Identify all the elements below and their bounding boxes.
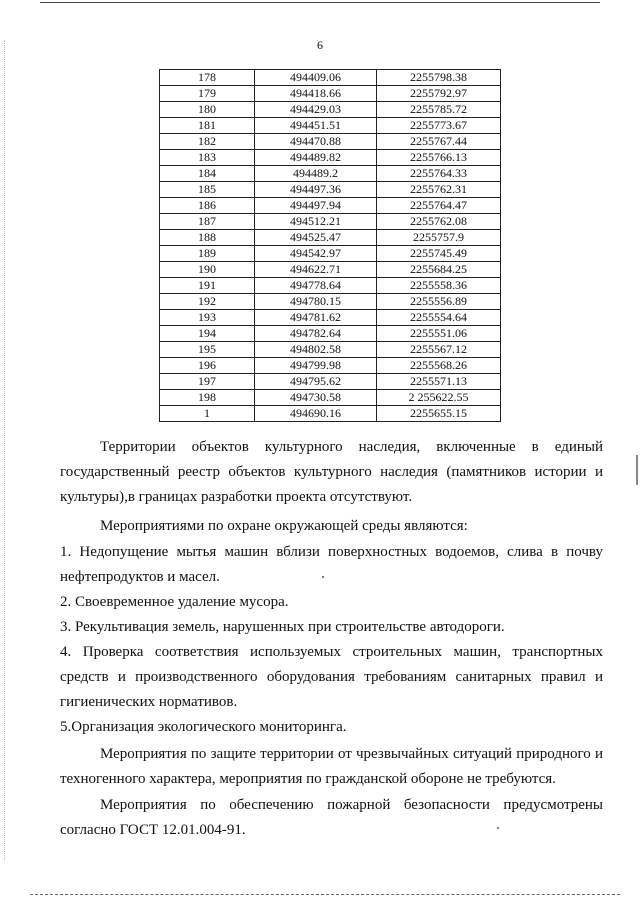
scan-edge-bottom	[30, 894, 620, 895]
y-coordinate-cell: 2255558.36	[377, 278, 501, 294]
x-coordinate-cell: 494799.98	[255, 358, 377, 374]
point-number-cell: 196	[160, 358, 255, 374]
x-coordinate-cell: 494778.64	[255, 278, 377, 294]
point-number-cell: 185	[160, 182, 255, 198]
point-number-cell: 189	[160, 246, 255, 262]
table-row	[160, 374, 501, 390]
point-number-cell: 193	[160, 310, 255, 326]
x-coordinate-cell: 494489.82	[255, 150, 377, 166]
coordinates-table	[159, 69, 501, 422]
table-row	[160, 198, 501, 214]
scan-edge-left	[4, 40, 5, 860]
x-coordinate-cell: 494409.06	[255, 70, 377, 86]
y-coordinate-cell: 2255556.89	[377, 294, 501, 310]
x-coordinate-cell: 494429.03	[255, 102, 377, 118]
table-row	[160, 262, 501, 278]
y-coordinate-cell: 2255684.25	[377, 262, 501, 278]
y-coordinate-cell: 2255568.26	[377, 358, 501, 374]
environment-item-5: 5.Организация экологического мониторинга.	[60, 719, 347, 735]
point-number-cell: 180	[160, 102, 255, 118]
y-coordinate-cell: 2255571.13	[377, 374, 501, 390]
environment-item-4: 4. Проверка соответствия используемых строительных машин, транспортных средств и производственного оборудования требованиям санитарных правил и гигиенических нормативов.	[60, 644, 603, 710]
point-number-cell: 191	[160, 278, 255, 294]
table-row	[160, 390, 501, 406]
table-row	[160, 310, 501, 326]
environment-item-1: 1. Недопущение мытья машин вблизи поверхностных водоемов, слива в почву нефтепродуктов и масел.	[60, 544, 603, 585]
point-number-cell: 182	[160, 134, 255, 150]
y-coordinate-cell: 2255745.49	[377, 246, 501, 262]
table-row	[160, 102, 501, 118]
point-number-cell: 179	[160, 86, 255, 102]
y-coordinate-cell: 2255767.44	[377, 134, 501, 150]
y-coordinate-cell: 2255762.31	[377, 182, 501, 198]
point-number-cell: 197	[160, 374, 255, 390]
x-coordinate-cell: 494489.2	[255, 166, 377, 182]
environment-item-2: 2. Своевременное удаление мусора.	[60, 594, 289, 610]
table-row	[160, 230, 501, 246]
coordinates-table-body	[160, 70, 501, 422]
y-coordinate-cell: 2 255622.55	[377, 390, 501, 406]
x-coordinate-cell: 494418.66	[255, 86, 377, 102]
table-row	[160, 182, 501, 198]
x-coordinate-cell: 494802.58	[255, 342, 377, 358]
y-coordinate-cell: 2255567.12	[377, 342, 501, 358]
y-coordinate-cell: 2255773.67	[377, 118, 501, 134]
y-coordinate-cell: 2255762.08	[377, 214, 501, 230]
x-coordinate-cell: 494781.62	[255, 310, 377, 326]
table-row	[160, 166, 501, 182]
x-coordinate-cell: 494690.16	[255, 406, 377, 422]
x-coordinate-cell: 494512.21	[255, 214, 377, 230]
x-coordinate-cell: 494497.36	[255, 182, 377, 198]
table-row	[160, 278, 501, 294]
scan-edge-top	[40, 2, 600, 3]
point-number-cell: 190	[160, 262, 255, 278]
table-row	[160, 214, 501, 230]
y-coordinate-cell: 2255764.33	[377, 166, 501, 182]
point-number-cell: 194	[160, 326, 255, 342]
x-coordinate-cell: 494622.71	[255, 262, 377, 278]
x-coordinate-cell: 494525.47	[255, 230, 377, 246]
y-coordinate-cell: 2255792.97	[377, 86, 501, 102]
x-coordinate-cell: 494451.51	[255, 118, 377, 134]
point-number-cell: 181	[160, 118, 255, 134]
table-row	[160, 134, 501, 150]
table-row	[160, 118, 501, 134]
point-number-cell: 183	[160, 150, 255, 166]
fire-safety-paragraph: Мероприятия по обеспечению пожарной безопасности предусмотрены согласно ГОСТ 12.01.004-91.	[60, 797, 603, 838]
x-coordinate-cell: 494470.88	[255, 134, 377, 150]
heritage-paragraph: Территории объектов культурного наследия, включенные в единый государственный реестр объектов культурного наследия (памятников истории и культуры),в границах разработки проекта отсутствуют.	[60, 439, 603, 505]
emergency-paragraph: Мероприятия по защите территории от чрезвычайных ситуаций природного и техногенного характера, мероприятия по гражданской обороне не требуются.	[60, 746, 603, 787]
table-row	[160, 70, 501, 86]
x-coordinate-cell: 494780.15	[255, 294, 377, 310]
y-coordinate-cell: 2255798.38	[377, 70, 501, 86]
y-coordinate-cell: 2255554.64	[377, 310, 501, 326]
x-coordinate-cell: 494497.94	[255, 198, 377, 214]
x-coordinate-cell: 494795.62	[255, 374, 377, 390]
y-coordinate-cell: 2255766.13	[377, 150, 501, 166]
point-number-cell: 184	[160, 166, 255, 182]
x-coordinate-cell: 494542.97	[255, 246, 377, 262]
point-number-cell: 178	[160, 70, 255, 86]
scan-mark-right	[636, 455, 638, 485]
point-number-cell: 195	[160, 342, 255, 358]
y-coordinate-cell: 2255757.9	[377, 230, 501, 246]
point-number-cell: 192	[160, 294, 255, 310]
y-coordinate-cell: 2255764.47	[377, 198, 501, 214]
x-coordinate-cell: 494730.58	[255, 390, 377, 406]
table-row	[160, 358, 501, 374]
table-row	[160, 326, 501, 342]
page-number: 6	[317, 38, 323, 52]
environment-intro: Мероприятиями по охране окружающей среды являются:	[100, 518, 468, 534]
point-number-cell: 186	[160, 198, 255, 214]
point-number-cell: 198	[160, 390, 255, 406]
table-row	[160, 86, 501, 102]
table-row	[160, 406, 501, 422]
y-coordinate-cell: 2255655.15	[377, 406, 501, 422]
x-coordinate-cell: 494782.64	[255, 326, 377, 342]
table-row	[160, 246, 501, 262]
table-row	[160, 294, 501, 310]
y-coordinate-cell: 2255551.06	[377, 326, 501, 342]
y-coordinate-cell: 2255785.72	[377, 102, 501, 118]
table-row	[160, 342, 501, 358]
environment-item-3: 3. Рекультивация земель, нарушенных при строительстве автодороги.	[60, 619, 505, 635]
point-number-cell: 188	[160, 230, 255, 246]
point-number-cell: 1	[160, 406, 255, 422]
point-number-cell: 187	[160, 214, 255, 230]
table-row	[160, 150, 501, 166]
